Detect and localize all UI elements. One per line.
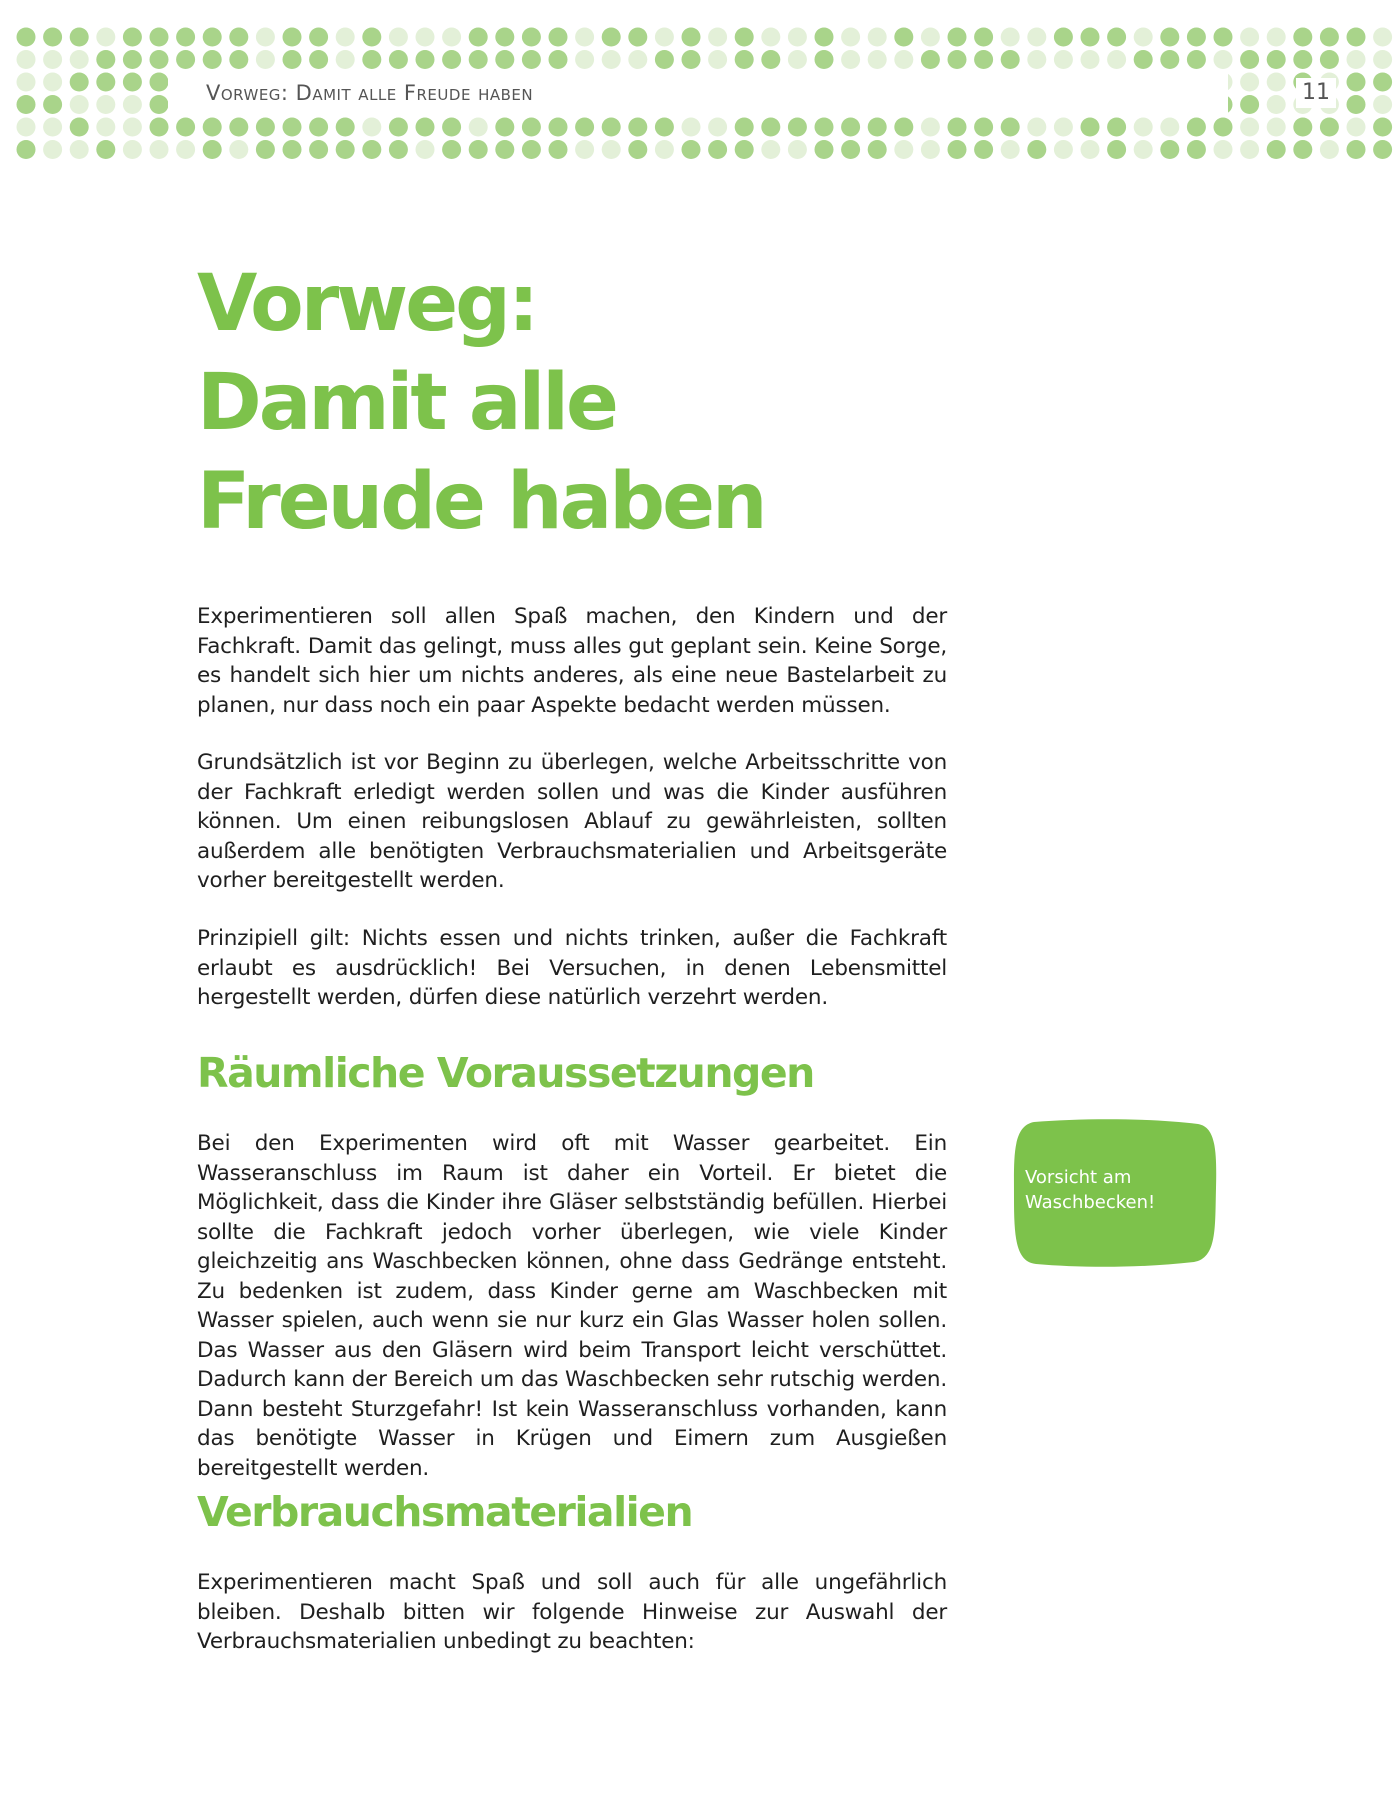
header-dot	[1347, 28, 1366, 47]
header-dot	[17, 140, 36, 159]
header-dot	[522, 28, 541, 47]
header-dot	[894, 28, 913, 47]
header-dot	[362, 28, 381, 47]
header-dot	[1347, 95, 1366, 114]
header-dot	[682, 28, 701, 47]
header-dot	[1267, 50, 1286, 69]
header-dot	[1027, 28, 1046, 47]
header-dot	[1240, 95, 1259, 114]
header-dot	[1347, 50, 1366, 69]
header-dot	[628, 50, 647, 69]
header-dot	[1187, 50, 1206, 69]
header-dot	[655, 118, 674, 137]
header-dot	[123, 28, 142, 47]
header-dot	[1347, 118, 1366, 137]
header-dot	[43, 140, 62, 159]
header-dot	[549, 28, 568, 47]
header-dot	[1001, 50, 1020, 69]
header-dot	[894, 140, 913, 159]
header-dot	[1267, 118, 1286, 137]
header-dot	[1320, 140, 1339, 159]
header-dot	[495, 28, 514, 47]
intro-paragraph-1: Experimentieren soll allen Spaß machen, den Kindern und der Fachkraft. Damit das gelingt, muss alles gut geplant sein. Keine Sorge, es handelt sich hier um nichts anderes, als eine neue Bastelarbeit zu planen, nur dass noch ein paar Aspekte bedacht werden müssen.	[197, 604, 947, 718]
header-dot	[96, 95, 115, 114]
header-dot	[309, 118, 328, 137]
header-dot	[575, 118, 594, 137]
header-dot	[1134, 140, 1153, 159]
header-dot	[123, 95, 142, 114]
header-dot	[1081, 50, 1100, 69]
header-dot	[948, 118, 967, 137]
header-dot	[708, 118, 727, 137]
header-dot	[788, 118, 807, 137]
header-dot	[628, 140, 647, 159]
section1-paragraph: Bei den Experimenten wird oft mit Wasser gearbeitet. Ein Wasseranschluss im Raum ist daher ein Vorteil. Er bietet die Möglichkeit, dass die Kinder ihre Gläser selbstständig befüllen. Hierbei sollte die Fachkraft jedoch vorher überlegen, wie viele Kinder gleichzeitig ans Waschbecken können, ohne dass Gedränge entsteht. Zu bedenken ist zudem, dass Kinder gerne am Waschbecken mit Wasser spielen, auch wenn sie nur kurz ein Glas Wasser holen sollen. Das Wasser aus den Gläsern wird beim Transport leicht verschüttet. Dadurch kann der Bereich um das Waschbecken sehr rutschig werden. Dann besteht Sturzgefahr! Ist kein Wasseranschluss vorhanden, kann das benötigte Wasser in Krügen und Eimern zum Ausgießen bereitgestellt werden.	[197, 1131, 947, 1481]
header-dot	[123, 50, 142, 69]
header-dot	[1373, 95, 1392, 114]
header-dot	[469, 118, 488, 137]
header-dot	[815, 50, 834, 69]
header-dot	[256, 50, 275, 69]
intro-paragraph-3: Prinzipiell gilt: Nichts essen und nichts trinken, außer die Fachkraft erlaubt es ausdrücklich! Bei Versuchen, in denen Lebensmittel hergestellt werden, dürfen diese natürlich verzehrt werden.	[197, 926, 947, 1010]
header-dot	[1107, 50, 1126, 69]
page-title-line-3: Freude haben	[197, 457, 765, 547]
header-dot	[1081, 28, 1100, 47]
header-dot	[974, 140, 993, 159]
header-dot	[203, 50, 222, 69]
header-dot	[442, 50, 461, 69]
header-dot	[1267, 95, 1286, 114]
header-dot	[17, 28, 36, 47]
header-dot	[70, 28, 89, 47]
header-dot	[1054, 28, 1073, 47]
header-dot	[921, 118, 940, 137]
header-dot	[43, 50, 62, 69]
header-dot	[522, 50, 541, 69]
header-dot	[1187, 118, 1206, 137]
header-dot	[522, 140, 541, 159]
header-dot	[1187, 28, 1206, 47]
section2-paragraph: Experimentieren macht Spaß und soll auch für alle ungefährlich bleiben. Deshalb bitten wir folgende Hinweise zur Auswahl der Verbrauchsmaterialien unbedingt zu beachten:	[197, 1570, 947, 1654]
header-dot	[17, 50, 36, 69]
header-dot	[283, 140, 302, 159]
header-dot	[575, 28, 594, 47]
header-dot	[495, 118, 514, 137]
header-dot	[1267, 28, 1286, 47]
header-dot	[1373, 118, 1392, 137]
section-heading-verbrauchsmaterialien: Verbrauchsmaterialien	[197, 1488, 693, 1536]
header-dot	[43, 95, 62, 114]
header-dot	[70, 118, 89, 137]
header-dot	[1373, 28, 1392, 47]
header-dot	[1347, 140, 1366, 159]
header-dot	[1240, 28, 1259, 47]
header-dot	[1027, 118, 1046, 137]
header-dot	[735, 28, 754, 47]
header-dot	[1160, 140, 1179, 159]
header-dot	[1347, 73, 1366, 92]
header-dot	[1027, 50, 1046, 69]
header-dot	[389, 118, 408, 137]
header-dot	[682, 50, 701, 69]
header-dot	[1373, 73, 1392, 92]
header-dot	[974, 50, 993, 69]
header-dot	[229, 118, 248, 137]
header-dot	[1320, 118, 1339, 137]
header-dot	[389, 50, 408, 69]
header-dot	[150, 73, 169, 92]
header-dot	[815, 140, 834, 159]
header-dot	[283, 50, 302, 69]
header-dot	[1134, 50, 1153, 69]
page-title-line-1: Vorweg:	[197, 259, 537, 349]
header-dot	[150, 140, 169, 159]
header-dot	[416, 28, 435, 47]
header-dot	[70, 95, 89, 114]
header-dot	[1240, 140, 1259, 159]
header-dot	[96, 28, 115, 47]
header-dot	[389, 140, 408, 159]
header-dot	[362, 140, 381, 159]
header-dot	[150, 50, 169, 69]
header-dot	[868, 118, 887, 137]
header-dot	[682, 118, 701, 137]
header-dot	[229, 28, 248, 47]
header-dot	[416, 118, 435, 137]
header-dot	[70, 140, 89, 159]
header-dot	[1107, 118, 1126, 137]
header-dot	[815, 118, 834, 137]
header-dot	[336, 28, 355, 47]
header-dot	[1187, 140, 1206, 159]
header-dot	[708, 28, 727, 47]
header-dot	[735, 118, 754, 137]
header-dot	[70, 50, 89, 69]
header-dot	[1373, 50, 1392, 69]
header-dot	[1054, 50, 1073, 69]
header-dot	[256, 28, 275, 47]
header-dot	[549, 140, 568, 159]
header-dot	[442, 118, 461, 137]
header-dot	[1214, 28, 1233, 47]
header-dot	[948, 50, 967, 69]
header-dot	[522, 118, 541, 137]
header-dot	[203, 28, 222, 47]
header-dot	[1293, 50, 1312, 69]
header-dot	[1001, 140, 1020, 159]
header-dot	[1001, 118, 1020, 137]
header-dot	[841, 118, 860, 137]
header-dot	[1134, 118, 1153, 137]
header-dot	[708, 50, 727, 69]
header-dot	[575, 50, 594, 69]
header-dot	[96, 140, 115, 159]
header-dot	[761, 50, 780, 69]
header-dot	[336, 140, 355, 159]
header-dot	[229, 50, 248, 69]
header-dot	[655, 50, 674, 69]
header-dot	[1160, 50, 1179, 69]
header-dot	[1267, 140, 1286, 159]
header-dot	[602, 28, 621, 47]
intro-paragraph-2: Grundsätzlich ist vor Beginn zu überlegen, welche Arbeitsschritte von der Fachkraft erledigt werden sollen und was die Kinder ausführen können. Um einen reibungslosen Ablauf zu gewährleisten, sollten außerdem alle benötigten Verbrauchsmaterialien und Arbeitsgeräte vorher bereitgestellt werden.	[197, 750, 947, 893]
header-dot	[1240, 73, 1259, 92]
header-dot	[868, 140, 887, 159]
header-dot	[416, 50, 435, 69]
header-dot	[336, 118, 355, 137]
page-title-line-2: Damit alle	[197, 358, 616, 448]
header-dot	[43, 28, 62, 47]
header-dot	[495, 140, 514, 159]
header-dot	[1320, 50, 1339, 69]
header-dot	[1160, 118, 1179, 137]
header-dot	[176, 28, 195, 47]
header-dot	[17, 118, 36, 137]
header-dot	[336, 50, 355, 69]
header-dot	[123, 73, 142, 92]
callout-text	[1025, 1165, 1205, 1215]
header-dot	[549, 118, 568, 137]
header-dot	[256, 140, 275, 159]
header-dot	[921, 50, 940, 69]
header-dot	[841, 50, 860, 69]
header-dot	[602, 140, 621, 159]
header-dot	[1373, 140, 1392, 159]
header-dot	[735, 50, 754, 69]
header-dot	[761, 118, 780, 137]
header-dot	[735, 140, 754, 159]
header-dot	[1081, 140, 1100, 159]
callout-line-2: Waschbecken!	[1025, 1192, 1156, 1213]
header-dot	[894, 50, 913, 69]
header-dot	[70, 73, 89, 92]
header-dot	[575, 140, 594, 159]
header-dot	[655, 28, 674, 47]
page-title	[197, 255, 957, 552]
header-dot	[1081, 118, 1100, 137]
header-dot	[96, 73, 115, 92]
header-dot	[1027, 140, 1046, 159]
header-dot	[123, 118, 142, 137]
header-dot	[150, 28, 169, 47]
header-dot	[1240, 118, 1259, 137]
header-dot	[1054, 118, 1073, 137]
header-dot	[203, 140, 222, 159]
header-dot	[602, 50, 621, 69]
header-dot	[1293, 28, 1312, 47]
running-head: Vorweg: Damit alle Freude haben	[198, 78, 541, 108]
header-dot	[176, 140, 195, 159]
header-dot	[442, 28, 461, 47]
header-dot	[416, 140, 435, 159]
header-dot	[1293, 118, 1312, 137]
header-dot	[362, 50, 381, 69]
header-dot	[921, 28, 940, 47]
header-dot	[868, 28, 887, 47]
header-dot	[841, 28, 860, 47]
header-dot	[203, 118, 222, 137]
header-dot	[150, 118, 169, 137]
header-dot	[974, 118, 993, 137]
header-dot	[974, 28, 993, 47]
header-dot	[469, 50, 488, 69]
header-dot	[761, 140, 780, 159]
header-dot	[1240, 50, 1259, 69]
header-dot	[469, 28, 488, 47]
header-dot	[708, 140, 727, 159]
header-dot	[256, 118, 275, 137]
header-dot	[469, 140, 488, 159]
header-dot	[1293, 140, 1312, 159]
header-dot	[362, 118, 381, 137]
header-dot	[1107, 28, 1126, 47]
margin-callout	[1012, 1118, 1217, 1268]
header-dot	[309, 28, 328, 47]
header-dot	[1320, 28, 1339, 47]
header-dot	[176, 118, 195, 137]
header-dot	[948, 140, 967, 159]
header-dot	[229, 140, 248, 159]
header-dot	[628, 118, 647, 137]
header-dot	[921, 140, 940, 159]
header-dot	[894, 118, 913, 137]
header-dot	[17, 95, 36, 114]
section-heading-raeumliche-voraussetzungen: Räumliche Voraussetzungen	[197, 1049, 814, 1097]
header-dot	[682, 140, 701, 159]
header-dot	[1214, 50, 1233, 69]
header-dot	[761, 28, 780, 47]
header-dot	[788, 50, 807, 69]
header-dot	[655, 140, 674, 159]
header-dot	[309, 50, 328, 69]
header-dot	[948, 28, 967, 47]
header-dot	[628, 28, 647, 47]
header-dot	[176, 50, 195, 69]
header-dot	[1214, 140, 1233, 159]
header-dot	[96, 118, 115, 137]
header-dot	[868, 50, 887, 69]
header-dot	[309, 140, 328, 159]
header-dot	[841, 140, 860, 159]
header-dot	[815, 28, 834, 47]
header-dot	[442, 140, 461, 159]
header-dot	[1160, 28, 1179, 47]
page-number: 11	[1296, 78, 1336, 108]
header-dot	[788, 28, 807, 47]
header-dot	[389, 28, 408, 47]
header-dot	[788, 140, 807, 159]
header-dot	[96, 50, 115, 69]
header-dot	[283, 28, 302, 47]
header-dot	[1214, 118, 1233, 137]
header-dot	[150, 95, 169, 114]
header-dot	[123, 140, 142, 159]
header-dot	[43, 118, 62, 137]
header-dot	[1134, 28, 1153, 47]
header-dot	[549, 50, 568, 69]
header-dot	[1107, 140, 1126, 159]
callout-line-1: Vorsicht am	[1025, 1167, 1132, 1188]
header-dot	[283, 118, 302, 137]
header-dot	[602, 118, 621, 137]
header-dot	[17, 73, 36, 92]
header-dot	[43, 73, 62, 92]
header-dot	[1001, 28, 1020, 47]
header-dot	[1267, 73, 1286, 92]
header-dot	[1054, 140, 1073, 159]
header-dot	[495, 50, 514, 69]
